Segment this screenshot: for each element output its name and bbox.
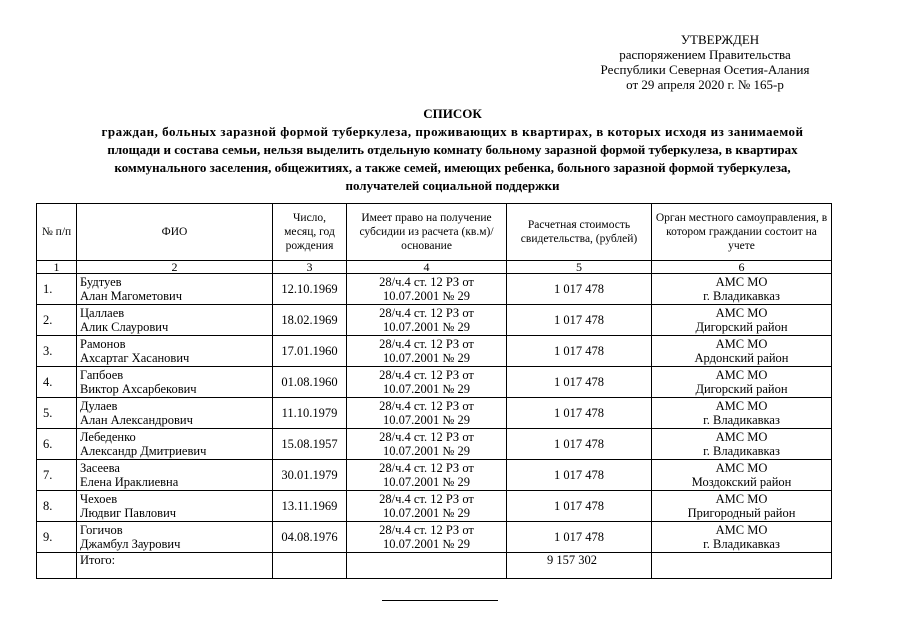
total-empty-cell bbox=[273, 553, 347, 579]
row-number: 2. bbox=[37, 305, 77, 336]
row-basis bbox=[347, 367, 507, 398]
row-basis-line: 10.07.2001 № 29 bbox=[383, 289, 470, 303]
row-cost: 1 017 478 bbox=[507, 367, 652, 398]
row-fio bbox=[77, 367, 273, 398]
table-row bbox=[37, 522, 832, 553]
row-cost: 1 017 478 bbox=[507, 274, 652, 305]
row-organ-line: г. Владикавказ bbox=[703, 537, 780, 551]
row-organ bbox=[652, 522, 832, 553]
approval-line: распоряжением Правительства bbox=[619, 47, 791, 62]
recipients-table bbox=[36, 203, 832, 579]
row-basis-line: 28/ч.4 ст. 12 РЗ от bbox=[379, 337, 474, 351]
table-row bbox=[37, 429, 832, 460]
row-organ bbox=[652, 336, 832, 367]
row-basis-line: 28/ч.4 ст. 12 РЗ от bbox=[379, 492, 474, 506]
row-fio bbox=[77, 522, 273, 553]
row-cost: 1 017 478 bbox=[507, 429, 652, 460]
row-fio bbox=[77, 305, 273, 336]
row-organ-line: г. Владикавказ bbox=[703, 444, 780, 458]
row-number: 7. bbox=[37, 460, 77, 491]
row-fio bbox=[77, 398, 273, 429]
row-birthdate: 11.10.1979 bbox=[273, 398, 347, 429]
row-birthdate: 18.02.1969 bbox=[273, 305, 347, 336]
title-line: получателей социальной поддержки bbox=[345, 178, 560, 193]
row-cost: 1 017 478 bbox=[507, 336, 652, 367]
row-number: 5. bbox=[37, 398, 77, 429]
row-given-name: Алик Слаурович bbox=[80, 320, 169, 334]
header-organ: Орган местного самоуправления, в котором граждании состоит на учете bbox=[652, 204, 832, 261]
column-number: 6 bbox=[652, 261, 832, 274]
row-number: 6. bbox=[37, 429, 77, 460]
row-basis-line: 28/ч.4 ст. 12 РЗ от bbox=[379, 430, 474, 444]
header-fio: ФИО bbox=[77, 204, 273, 261]
row-surname: Рамонов bbox=[80, 337, 126, 351]
total-empty-cell bbox=[347, 553, 507, 579]
row-fio bbox=[77, 491, 273, 522]
table-row bbox=[37, 460, 832, 491]
row-birthdate: 13.11.1969 bbox=[273, 491, 347, 522]
header-basis: Имеет право на получение субсидии из расчета (кв.м)/основание bbox=[347, 204, 507, 261]
title-line: площади и состава семьи, нельзя выделить отдельную комнату больному заразной формой туберкулеза, в квартирах bbox=[107, 142, 798, 157]
row-birthdate: 17.01.1960 bbox=[273, 336, 347, 367]
row-organ bbox=[652, 491, 832, 522]
row-organ-line: АМС МО bbox=[715, 399, 768, 413]
row-fio bbox=[77, 336, 273, 367]
row-basis bbox=[347, 398, 507, 429]
row-basis bbox=[347, 429, 507, 460]
row-birthdate: 01.08.1960 bbox=[273, 367, 347, 398]
row-organ-line: Моздокский район bbox=[691, 475, 792, 489]
row-given-name: Елена Ираклиевна bbox=[80, 475, 179, 489]
row-surname: Гогичов bbox=[80, 523, 123, 537]
header-number: № п/п bbox=[37, 204, 77, 261]
column-number: 1 bbox=[37, 261, 77, 274]
row-organ-line: АМС МО bbox=[715, 337, 768, 351]
title-heading: СПИСОК bbox=[423, 106, 482, 121]
row-organ-line: г. Владикавказ bbox=[703, 289, 780, 303]
total-empty-cell bbox=[652, 553, 832, 579]
row-basis-line: 10.07.2001 № 29 bbox=[383, 444, 470, 458]
row-basis-line: 10.07.2001 № 29 bbox=[383, 475, 470, 489]
row-organ bbox=[652, 429, 832, 460]
row-birthdate: 04.08.1976 bbox=[273, 522, 347, 553]
row-organ-line: АМС МО bbox=[715, 368, 768, 382]
row-basis-line: 10.07.2001 № 29 bbox=[383, 320, 470, 334]
row-organ-line: Дигорский район bbox=[695, 382, 788, 396]
total-value: 9 157 302 bbox=[507, 553, 652, 579]
row-number: 3. bbox=[37, 336, 77, 367]
title-line: граждан, больных заразной формой туберкулеза, проживающих в квартирах, в которых исходя из занимаемой bbox=[101, 124, 804, 139]
row-organ-line: АМС МО bbox=[715, 461, 768, 475]
row-number: 1. bbox=[37, 274, 77, 305]
row-organ-line: Пригородный район bbox=[687, 506, 796, 520]
row-surname: Будтуев bbox=[80, 275, 122, 289]
row-basis bbox=[347, 274, 507, 305]
row-organ-line: г. Владикавказ bbox=[703, 413, 780, 427]
table-row bbox=[37, 398, 832, 429]
table-row bbox=[37, 305, 832, 336]
row-given-name: Виктор Ахсарбекович bbox=[80, 382, 197, 396]
row-number: 8. bbox=[37, 491, 77, 522]
row-organ-line: АМС МО bbox=[715, 306, 768, 320]
row-basis-line: 28/ч.4 ст. 12 РЗ от bbox=[379, 275, 474, 289]
row-organ bbox=[652, 367, 832, 398]
column-number: 4 bbox=[347, 261, 507, 274]
row-given-name: Ахсартаг Хасанович bbox=[80, 351, 190, 365]
row-basis-line: 10.07.2001 № 29 bbox=[383, 382, 470, 396]
row-basis-line: 10.07.2001 № 29 bbox=[383, 351, 470, 365]
total-label: Итого: bbox=[77, 553, 273, 579]
row-organ bbox=[652, 398, 832, 429]
row-basis-line: 28/ч.4 ст. 12 РЗ от bbox=[379, 368, 474, 382]
row-basis-line: 10.07.2001 № 29 bbox=[383, 413, 470, 427]
row-surname: Чехоев bbox=[80, 492, 118, 506]
row-cost: 1 017 478 bbox=[507, 522, 652, 553]
row-given-name: Александр Дмитриевич bbox=[80, 444, 207, 458]
approval-heading: УТВЕРЖДЕН bbox=[680, 32, 760, 47]
row-number: 9. bbox=[37, 522, 77, 553]
row-basis bbox=[347, 336, 507, 367]
table-row bbox=[37, 336, 832, 367]
row-surname: Дулаев bbox=[80, 399, 118, 413]
row-fio bbox=[77, 460, 273, 491]
row-fio bbox=[77, 429, 273, 460]
row-cost: 1 017 478 bbox=[507, 460, 652, 491]
row-cost: 1 017 478 bbox=[507, 305, 652, 336]
row-given-name: Алан Александрович bbox=[80, 413, 193, 427]
column-number: 2 bbox=[77, 261, 273, 274]
row-basis bbox=[347, 460, 507, 491]
row-birthdate: 30.01.1979 bbox=[273, 460, 347, 491]
row-basis-line: 10.07.2001 № 29 bbox=[383, 506, 470, 520]
approval-block bbox=[580, 32, 830, 92]
row-organ-line: Дигорский район bbox=[695, 320, 788, 334]
row-basis-line: 28/ч.4 ст. 12 РЗ от bbox=[379, 461, 474, 475]
row-organ bbox=[652, 305, 832, 336]
approval-line: от 29 апреля 2020 г. № 165-р bbox=[626, 77, 784, 92]
row-organ-line: АМС МО bbox=[715, 523, 768, 537]
header-cost: Расчетная стоимость свидетельства, (рублей) bbox=[507, 204, 652, 261]
total-empty-cell bbox=[37, 553, 77, 579]
row-organ-line: АМС МО bbox=[715, 430, 768, 444]
table-row bbox=[37, 274, 832, 305]
table-row bbox=[37, 491, 832, 522]
row-basis bbox=[347, 491, 507, 522]
row-cost: 1 017 478 bbox=[507, 398, 652, 429]
document-title bbox=[40, 105, 865, 195]
row-number: 4. bbox=[37, 367, 77, 398]
row-birthdate: 12.10.1969 bbox=[273, 274, 347, 305]
column-number: 5 bbox=[507, 261, 652, 274]
title-line: коммунального заселения, общежитиях, а также семей, имеющих ребенка, больного заразной формой туберкулеза, bbox=[114, 160, 791, 175]
row-surname: Гапбоев bbox=[80, 368, 124, 382]
row-birthdate: 15.08.1957 bbox=[273, 429, 347, 460]
footer-divider bbox=[382, 600, 498, 601]
column-number: 3 bbox=[273, 261, 347, 274]
row-basis bbox=[347, 305, 507, 336]
row-cost: 1 017 478 bbox=[507, 491, 652, 522]
row-given-name: Людвиг Павлович bbox=[80, 506, 177, 520]
row-surname: Лебеденко bbox=[80, 430, 136, 444]
row-given-name: Джамбул Заурович bbox=[80, 537, 181, 551]
row-basis-line: 28/ч.4 ст. 12 РЗ от bbox=[379, 399, 474, 413]
table-row bbox=[37, 367, 832, 398]
row-organ bbox=[652, 460, 832, 491]
row-given-name: Алан Магометович bbox=[80, 289, 183, 303]
row-organ-line: АМС МО bbox=[715, 275, 768, 289]
row-organ bbox=[652, 274, 832, 305]
row-basis bbox=[347, 522, 507, 553]
row-basis-line: 28/ч.4 ст. 12 РЗ от bbox=[379, 523, 474, 537]
row-surname: Засеева bbox=[80, 461, 120, 475]
row-organ-line: АМС МО bbox=[715, 492, 768, 506]
row-basis-line: 28/ч.4 ст. 12 РЗ от bbox=[379, 306, 474, 320]
row-surname: Цаллаев bbox=[80, 306, 125, 320]
header-birthdate: Число, месяц, год рождения bbox=[273, 204, 347, 261]
row-basis-line: 10.07.2001 № 29 bbox=[383, 537, 470, 551]
row-organ-line: Ардонский район bbox=[694, 351, 789, 365]
approval-line: Республики Северная Осетия-Алания bbox=[600, 62, 810, 77]
row-fio bbox=[77, 274, 273, 305]
